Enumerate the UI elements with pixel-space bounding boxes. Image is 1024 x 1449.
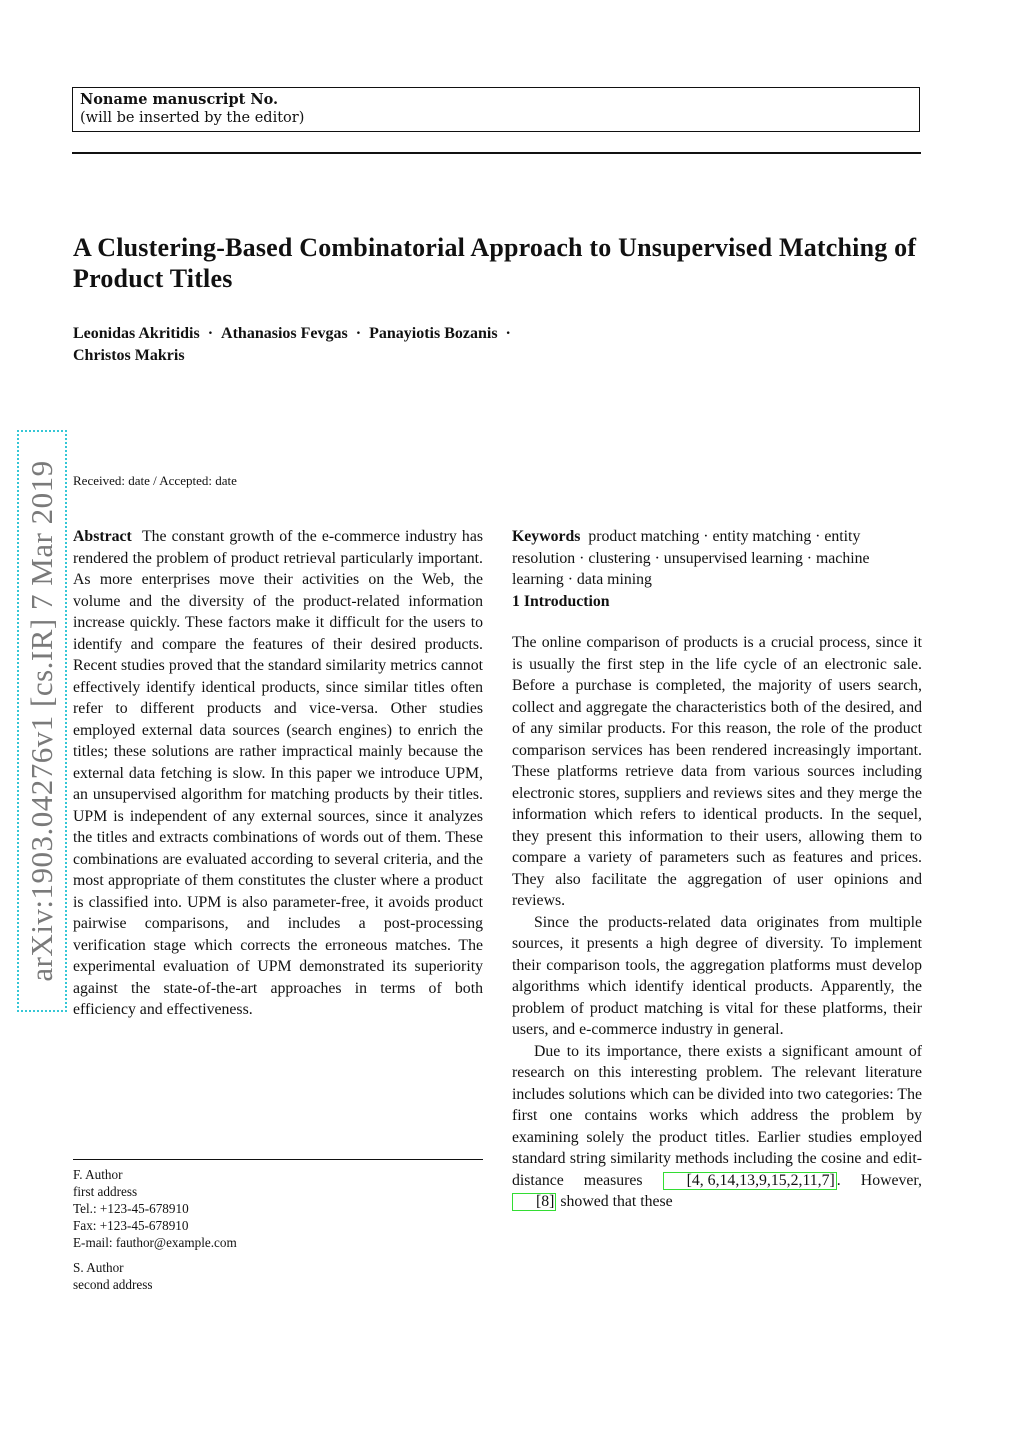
author-separator: · xyxy=(355,325,362,342)
footnote-author-1-fax: Fax: +123-45-678910 xyxy=(73,1218,189,1233)
intro-paragraph-3-text: Due to its importance, there exists a significant amount of research on this interesting problem. The relevant literature includes solutions which can be divided into two categories: The first one contains works which address the problem by examining solely the product titles. Earlier studies employed standard string similarity methods including the cosine and edit-distance measures xyxy=(512,1042,922,1189)
manuscript-number: Noname manuscript No. xyxy=(80,91,279,108)
footnote-author-1-name: F. Author xyxy=(73,1167,123,1182)
abstract-label: Abstract xyxy=(73,528,132,545)
arxiv-identifier: arXiv:1903.04276v1 [cs.IR] 7 Mar 2019 xyxy=(24,460,59,982)
intro-paragraph-3 xyxy=(512,1041,922,1213)
section-heading-introduction: 1 Introduction xyxy=(512,592,610,610)
footnote-author-1-email: E-mail: fauthor@example.com xyxy=(73,1235,237,1250)
keywords-label: Keywords xyxy=(512,528,581,545)
abstract-text: The constant growth of the e-commerce industry has rendered the problem of product retrieval particularly important. As more enterprises move their activities on the Web, the volume and the diversity of the product-related information increase quickly. These factors make it difficult for the users to identify and compare the features of their desired products. Recent studies proved that the standard similarity metrics cannot effectively identify identical products, since similar titles often refer to different products and vice-versa. Other studies employed external data sources (search engines) to enrich the titles; these solutions are rather impractical mainly because the external data fetching is slow. In this paper we introduce UPM, an unsupervised algorithm for matching products by their titles. UPM is independent of any external sources, since it analyzes the titles and extracts combinations of words out of them. These combinations are evaluated according to several criteria, and the most appropriate of them constitutes the cluster where a product is classified into. UPM is also parameter-free, it avoids product pairwise comparisons, and includes a post-processing verification stage which corrects the erroneous matches. The experimental evaluation of UPM demonstrated its superiority against the state-of-the-art approaches in terms of both efficiency and effectiveness. xyxy=(73,528,483,1018)
author-list xyxy=(73,323,519,367)
paper-title: A Clustering-Based Combinatorial Approach to Unsupervised Matching of Product Titles xyxy=(73,233,917,293)
footnote-author-1-address: first address xyxy=(73,1184,138,1199)
author-1: Leonidas Akritidis xyxy=(73,325,200,342)
author-separator: · xyxy=(505,325,511,342)
arxiv-stamp xyxy=(17,430,67,1012)
footnote-rule xyxy=(73,1159,483,1160)
footnote-author-2-address: second address xyxy=(73,1277,153,1292)
intro-paragraph-2: Since the products-related data originates from multiple sources, it presents a high degree of diversity. To implement their comparison tools, the aggregation platforms must develop algorithms which identify identical products. Apparently, the problem of product matching is vital for these platforms, their users, and e-commerce industry in general. xyxy=(512,913,922,1038)
intro-paragraph-3-end: showed that these xyxy=(560,1193,673,1210)
footnote-author-2-name: S. Author xyxy=(73,1260,124,1275)
abstract xyxy=(73,526,483,1021)
citation-link[interactable]: [4, 6,14,13,9,15,2,11,7] xyxy=(663,1172,837,1190)
author-2: Athanasios Fevgas xyxy=(221,325,348,342)
author-3: Panayiotis Bozanis xyxy=(369,325,498,342)
received-date: Received: date / Accepted: date xyxy=(73,473,237,488)
manuscript-editor-note: (will be inserted by the editor) xyxy=(80,110,305,126)
author-4: Christos Makris xyxy=(73,347,185,364)
keywords xyxy=(512,526,922,591)
keywords-text: product matching · entity matching · entity resolution · clustering · unsupervised learning · machine learning · data mining xyxy=(512,528,870,588)
manuscript-box xyxy=(72,87,920,132)
intro-paragraph-1: The online comparison of products is a crucial process, since it is usually the first step in the life cycle of an electronic sale. Before a purchase is completed, the majority of users search, collect and aggregate the characteristics both of the desired, and of any similar products. For this reason, the role of the product comparison services has been rendered increasingly important. These platforms retrieve data from various sources including electronic stores, suppliers and reviews sites and they merge the information which refers to identical products. In the sequel, they present this information to their users, allowing them to compare a variety of parameters such as features and prices. They also facilitate the aggregation of user opinions and reviews. xyxy=(512,634,922,909)
author-separator: · xyxy=(207,325,214,342)
right-column xyxy=(512,526,922,1213)
intro-paragraph-3-mid: . However, xyxy=(836,1171,922,1189)
header-rule xyxy=(72,152,921,154)
author-footnote xyxy=(73,1166,483,1301)
footnote-author-1-tel: Tel.: +123-45-678910 xyxy=(73,1201,189,1216)
citation-link[interactable]: [8] xyxy=(512,1193,556,1211)
